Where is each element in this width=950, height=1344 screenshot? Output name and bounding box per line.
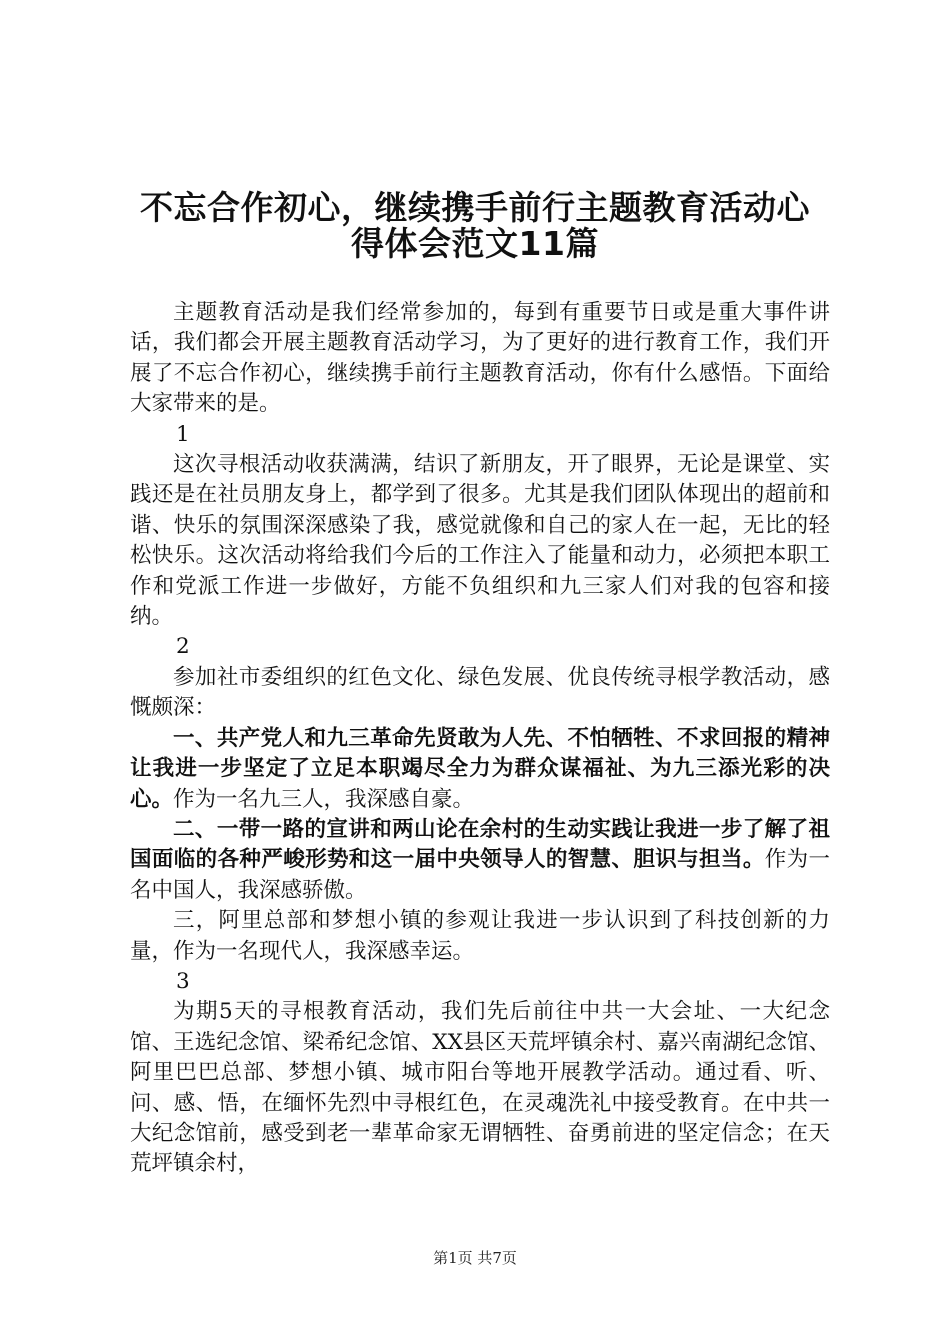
- document-title-line-1: 不忘合作初心，继续携手前行主题教育活动心: [140, 188, 810, 227]
- intro-paragraph: 主题教育活动是我们经常参加的，每到有重要节日或是重大事件讲话，我们都会开展主题教育活动学习，为了更好的进行教育工作，我们开展了不忘合作初心，继续携手前行主题教育活动，你有什么感悟。下面给大家带来的是。: [130, 300, 830, 417]
- section-number-3: 3: [176, 968, 190, 994]
- paragraph-4-normal: 作为一名中国人，我深感骄傲。: [130, 847, 830, 903]
- paragraph-1: 这次寻根活动收获满满，结识了新朋友，开了眼界，无论是课堂、实践还是在社员朋友身上，都学到了很多。尤其是我们团队体现出的超前和谐、快乐的氛围深深感染了我，感觉就像和自己的家人在一起，无比的轻松快乐。这次活动将给我们今后的工作注入了能量和动力，必须把本职工作和党派工作进一步做好，方能不负组织和九三家人们对我的包容和接纳。: [130, 452, 830, 630]
- document-body: [130, 298, 830, 1180]
- paragraph-4: [130, 815, 830, 906]
- document-title-line-2: 得体会范文11篇: [351, 224, 599, 263]
- paragraph-4-bold: 二、一带一路的宣讲和两山论在余村的生动实践让我进一步了解了祖国面临的各种严峻形势和这一届中央领导人的智慧、胆识与担当。: [130, 816, 830, 873]
- paragraph-5: 三，阿里总部和梦想小镇的参观让我进一步认识到了科技创新的力量，作为一名现代人，我深感幸运。: [130, 908, 830, 964]
- page-footer: 第1页 共7页: [433, 1249, 517, 1267]
- section-number-2: 2: [176, 634, 190, 660]
- paragraph-3-bold: 一、共产党人和九三革命先贤敢为人先、不怕牺牲、不求回报的精神让我进一步坚定了立足本职竭尽全力为群众谋福祉、为九三添光彩的决心。: [130, 725, 830, 812]
- paragraph-3: [130, 724, 830, 815]
- section-number-1: 1: [176, 421, 190, 447]
- paragraph-3-normal: 作为一名九三人，我深感自豪。: [173, 786, 475, 812]
- paragraph-2: 参加社市委组织的红色文化、绿色发展、优良传统寻根学教活动，感慨颇深：: [130, 664, 830, 721]
- paragraph-6: 为期5天的寻根教育活动，我们先后前往中共一大会址、一大纪念馆、王选纪念馆、梁希纪念馆、XX县区天荒坪镇余村、嘉兴南湖纪念馆、阿里巴巴总部、梦想小镇、城市阳台等地开展教学活动。通过看、听、问、感、悟，在缅怀先烈中寻根红色，在灵魂洗礼中接受教育。在中共一大纪念馆前，感受到老一辈革命家无谓牺牲、奋勇前进的坚定信念；在天荒坪镇余村，: [130, 999, 830, 1177]
